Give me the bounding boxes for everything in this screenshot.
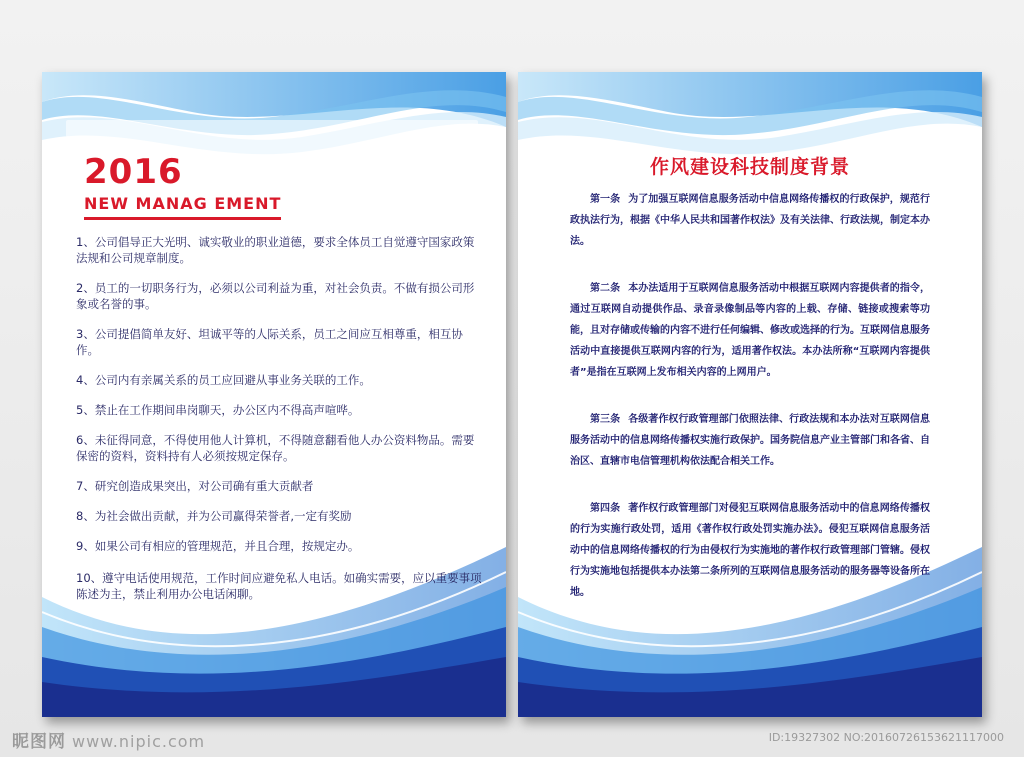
article-paragraph — [570, 409, 930, 472]
article-label: 第一条 — [590, 194, 621, 205]
articles-block — [570, 189, 930, 629]
rule-item: 5、禁止在工作期间串岗聊天，办公区内不得高声喧哗。 — [76, 403, 360, 417]
rule-item: 2、员工的一切职务行为，必须以公司利益为重，对社会负责。不做有损公司形象或名誉的事。 — [76, 281, 475, 311]
rule-item: 6、未征得同意，不得使用他人计算机，不得随意翻看他人办公资料物品。需要保密的资料，资料持有人必须按规定保存。 — [76, 433, 475, 463]
article-paragraph — [570, 278, 930, 383]
rules-list — [76, 234, 484, 616]
rule-item: 3、公司提倡简单友好、坦诚平等的人际关系，员工之间应互相尊重，相互协作。 — [76, 327, 463, 357]
article-text: 为了加强互联网信息服务活动中信息网络传播权的行政保护，规范行政执法行为，根据《中华人民共和国著作权法》及有关法律、行政法规，制定本办法。 — [570, 194, 930, 247]
article-label: 第四条 — [590, 503, 621, 514]
article-paragraph — [570, 189, 930, 252]
rule-item: 1、公司倡导正大光明、诚实敬业的职业道德，要求全体员工自觉遵守国家政策法规和公司规章制度。 — [76, 235, 475, 265]
year-heading: 2016 — [84, 152, 183, 192]
article-text: 本办法适用于互联网信息服务活动中根据互联网内容提供者的指令，通过互联网自动提供作品、录音录像制品等内容的上载、存储、链接或搜索等功能，且对存储或传输的内容不进行任何编辑、修改或选择的行为。互联网信息服务活动中直接提供互联网内容的行为，适用著作权法。本办法所称“互联网内容提供者”是指在互联网上发布相关内容的上网用户。 — [570, 283, 930, 378]
article-paragraph — [570, 498, 930, 603]
site-watermark — [12, 727, 205, 752]
watermark-url: www.nipic.com — [72, 732, 206, 751]
rule-item: 10、遵守电话使用规范，工作时间应避免私人电话。如确实需要，应以重要事项陈述为主，禁止利用办公电话闲聊。 — [76, 571, 482, 601]
page-title: 作风建设科技制度背景 — [649, 156, 850, 178]
rule-item: 8、为社会做出贡献，并为公司赢得荣誉者,一定有奖励 — [76, 509, 352, 523]
article-label: 第三条 — [590, 414, 621, 425]
right-poster-page — [518, 72, 982, 717]
article-text: 著作权行政管理部门对侵犯互联网信息服务活动中的信息网络传播权的行为实施行政处罚，适用《著作权行政处罚实施办法》。侵犯互联网信息服务活动中的信息网络传播权的行为由侵权行为实施地的著作权行政管理部门管辖。侵权行为实施地包括提供本办法第二条所列的互联网信息服务活动的服务器等设备所在地。 — [570, 503, 930, 598]
management-subtitle: NEW MANAG EMENT — [84, 194, 281, 220]
rule-item: 7、研究创造成果突出，对公司确有重大贡献者 — [76, 479, 314, 493]
image-id-watermark: ID:19327302 NO:20160726153621117000 — [768, 731, 1004, 744]
rule-item: 4、公司内有亲属关系的员工应回避从事业务关联的工作。 — [76, 373, 371, 387]
rule-item: 9、如果公司有相应的管理规范，并且合理，按规定办。 — [76, 539, 360, 553]
left-poster-page — [42, 72, 506, 717]
watermark-brand: 昵图网 — [12, 732, 66, 752]
article-label: 第二条 — [590, 283, 621, 294]
article-text: 各级著作权行政管理部门依照法律、行政法规和本办法对互联网信息服务活动中的信息网络传播权实施行政保护。国务院信息产业主管部门和各省、自治区、直辖市电信管理机构依法配合相关工作。 — [570, 414, 930, 467]
